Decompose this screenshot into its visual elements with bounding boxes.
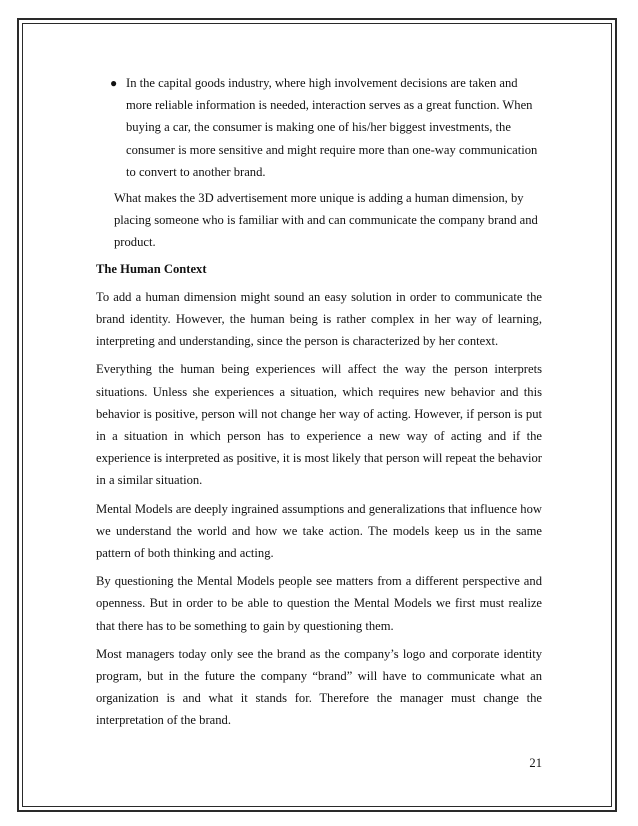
body-paragraph: Most managers today only see the brand as the company’s logo and corporate identity program, but in the future the company “brand” will have to communicate what an organization is and what it stands for. Therefore the manager must change the interpretation of the brand. bbox=[96, 646, 542, 728]
body-paragraph: To add a human dimension might sound an easy solution in order to communicate the brand identity. However, the human being is rather complex in her way of learning, interpreting and understanding, since the person is characterized by her context. bbox=[96, 289, 542, 349]
bullet-text: In the capital goods industry, where high involvement decisions are taken and more reliable information is needed, interaction serves as a great function. When buying a car, the consumer is making one of his/her biggest investments, the consumer is more sensitive and might require more than one-way communication to convert to another brand. bbox=[126, 76, 538, 179]
intro-paragraph: What makes the 3D advertisement more unique is adding a human dimension, by placing someone who is familiar with and can communicate the company brand and product. bbox=[114, 191, 538, 250]
body-paragraph: By questioning the Mental Models people see matters from a different perspective and openness. But in order to be able to question the Mental Models we first must realize that there has to be something to gain by questioning them. bbox=[96, 574, 542, 633]
section-heading: The Human Context bbox=[96, 261, 207, 276]
bullet-icon: ● bbox=[110, 76, 118, 90]
bullet-list-item bbox=[96, 72, 542, 183]
page-content bbox=[96, 72, 542, 732]
body-paragraph: Everything the human being experiences will affect the way the person interprets situations. Unless she experiences a situation, which requires new behavior and this behavior is positive, person will not change her way of acting. However, if person is put in a situation in which person has to experience a new way of acting and if the experience is interpreted as positive, it is most likely that person will repeat the behavior in a similar situation. bbox=[96, 362, 542, 488]
body-paragraph: Mental Models are deeply ingrained assumptions and generalizations that influence how we understand the world and how we take action. The models keep us in the same pattern of both thinking and acting. bbox=[96, 501, 542, 561]
page-number: 21 bbox=[529, 756, 542, 770]
